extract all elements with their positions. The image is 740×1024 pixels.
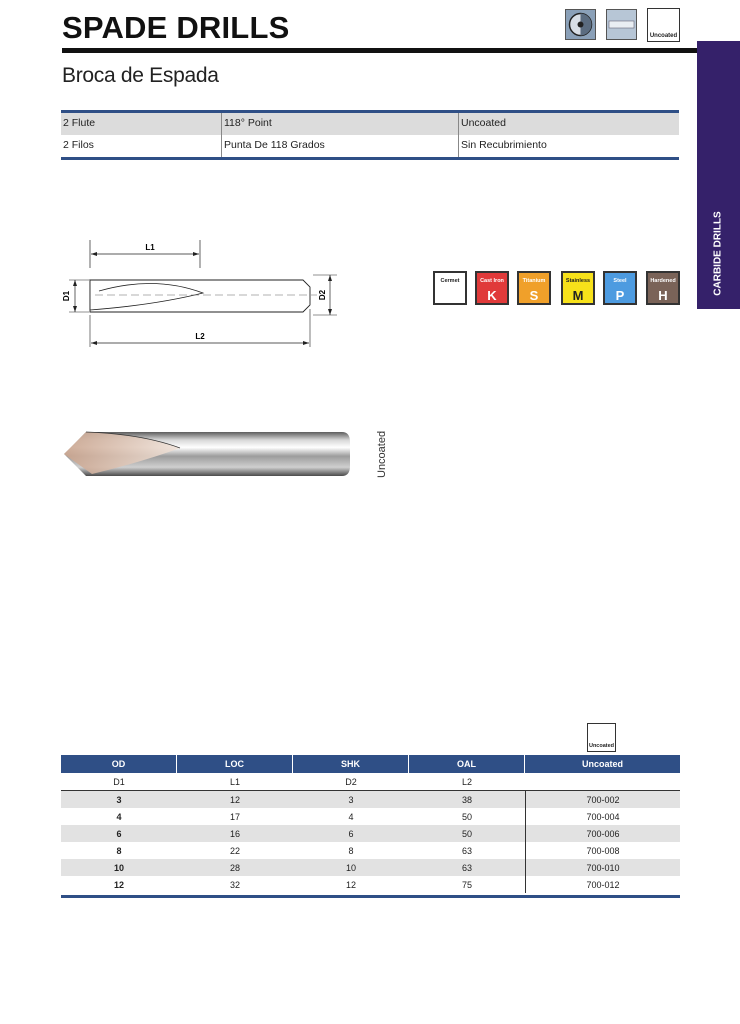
material-title: Hardened [650,278,676,284]
table-cell: 8 [348,845,354,856]
material-letter: P [615,288,625,303]
subheader-cell: L1 [229,776,240,787]
spec-cell: Sin Recubrimiento [461,139,547,151]
subheader-cell [525,773,680,790]
subheader-cell: D1 [113,776,125,787]
table-cell: 17 [229,811,240,822]
table-cell: 4 [348,811,354,822]
part-number-cell: 700-004 [525,808,680,825]
l1-label: L1 [145,243,155,252]
table-cell: 10 [113,862,124,873]
product-table [61,755,680,893]
table-row [61,825,680,842]
d1-label: D1 [62,290,71,302]
table-cell: 63 [461,862,472,873]
material-badge [433,271,467,305]
header-rule [62,48,697,53]
table-row [61,859,680,876]
material-letter: M [572,288,584,303]
table-cell: 4 [116,811,122,822]
table-cell: 12 [345,879,356,890]
table-cell: 8 [116,845,122,856]
table-cell: 6 [116,828,122,839]
page-title: SPADE DRILLS [62,10,290,45]
table-cell: 6 [348,828,354,839]
table-cell: 38 [461,794,472,805]
spec-cell: 2 Filos [61,135,222,157]
spec-cell: Punta De 118 Grados [222,135,459,157]
material-title: Steel [613,278,627,284]
page-subtitle: Broca de Espada [62,64,219,87]
side-tab-label: CARBIDE DRILLS [713,211,725,296]
table-cell: 16 [229,828,240,839]
part-number-cell: 700-002 [525,791,680,808]
material-badge [475,271,509,305]
col-header-coating: Uncoated [581,759,623,769]
spec-cell: 118° Point [222,113,459,135]
table-cell: 22 [229,845,240,856]
table-cell: 10 [345,862,356,873]
table-cell: 12 [113,879,124,890]
col-header-loc: LOC [177,755,293,773]
spec-row [61,113,679,135]
drill-photo [62,428,354,480]
spec-cell: Uncoated [461,117,506,129]
spec-table [61,110,679,160]
table-row [61,808,680,825]
l2-label: L2 [195,332,205,341]
side-tab [697,41,740,309]
material-title: Cast Iron [480,278,504,284]
part-number-cell: 700-008 [525,842,680,859]
table-bottom-rule [61,895,680,898]
table-body [61,791,680,893]
table-cell: 50 [461,811,472,822]
table-row [61,791,680,808]
table-cell: 32 [229,879,240,890]
material-letter: S [529,288,539,303]
col-header-oal: OAL [409,755,525,773]
dimension-diagram [55,235,345,350]
material-badge [646,271,680,305]
table-coating-badge: Uncoated [587,723,616,752]
d2-label: D2 [318,289,327,301]
material-letter: H [658,288,668,303]
table-row [61,876,680,893]
spec-cell: 2 Flute [61,113,222,135]
table-cell: 50 [461,828,472,839]
photo-coating-label: Uncoated [376,430,388,478]
spec-row [61,135,679,157]
part-number-cell: 700-010 [525,859,680,876]
table-cell: 3 [116,794,122,805]
col-header-shk: SHK [293,755,409,773]
material-badge [603,271,637,305]
shank-view-icon [606,9,637,40]
col-header-od: OD [61,755,177,773]
subheader-cell: D2 [345,776,357,787]
table-header-row [61,755,680,773]
table-row [61,842,680,859]
material-badge [561,271,595,305]
table-subheader-row [61,773,680,791]
material-letter: K [487,288,497,303]
subheader-cell: L2 [461,776,472,787]
coating-badge: Uncoated [647,8,680,42]
table-cell: 3 [348,794,354,805]
table-cell: 75 [461,879,472,890]
material-badge [517,271,551,305]
material-title: Stainless [565,278,591,284]
table-cell: 28 [229,862,240,873]
material-title: Cermet [440,278,460,284]
material-title: Titanium [522,278,546,284]
part-number-cell: 700-006 [525,825,680,842]
end-view-icon [565,9,596,40]
table-cell: 12 [229,794,240,805]
table-cell: 63 [461,845,472,856]
part-number-cell: 700-012 [525,876,680,893]
